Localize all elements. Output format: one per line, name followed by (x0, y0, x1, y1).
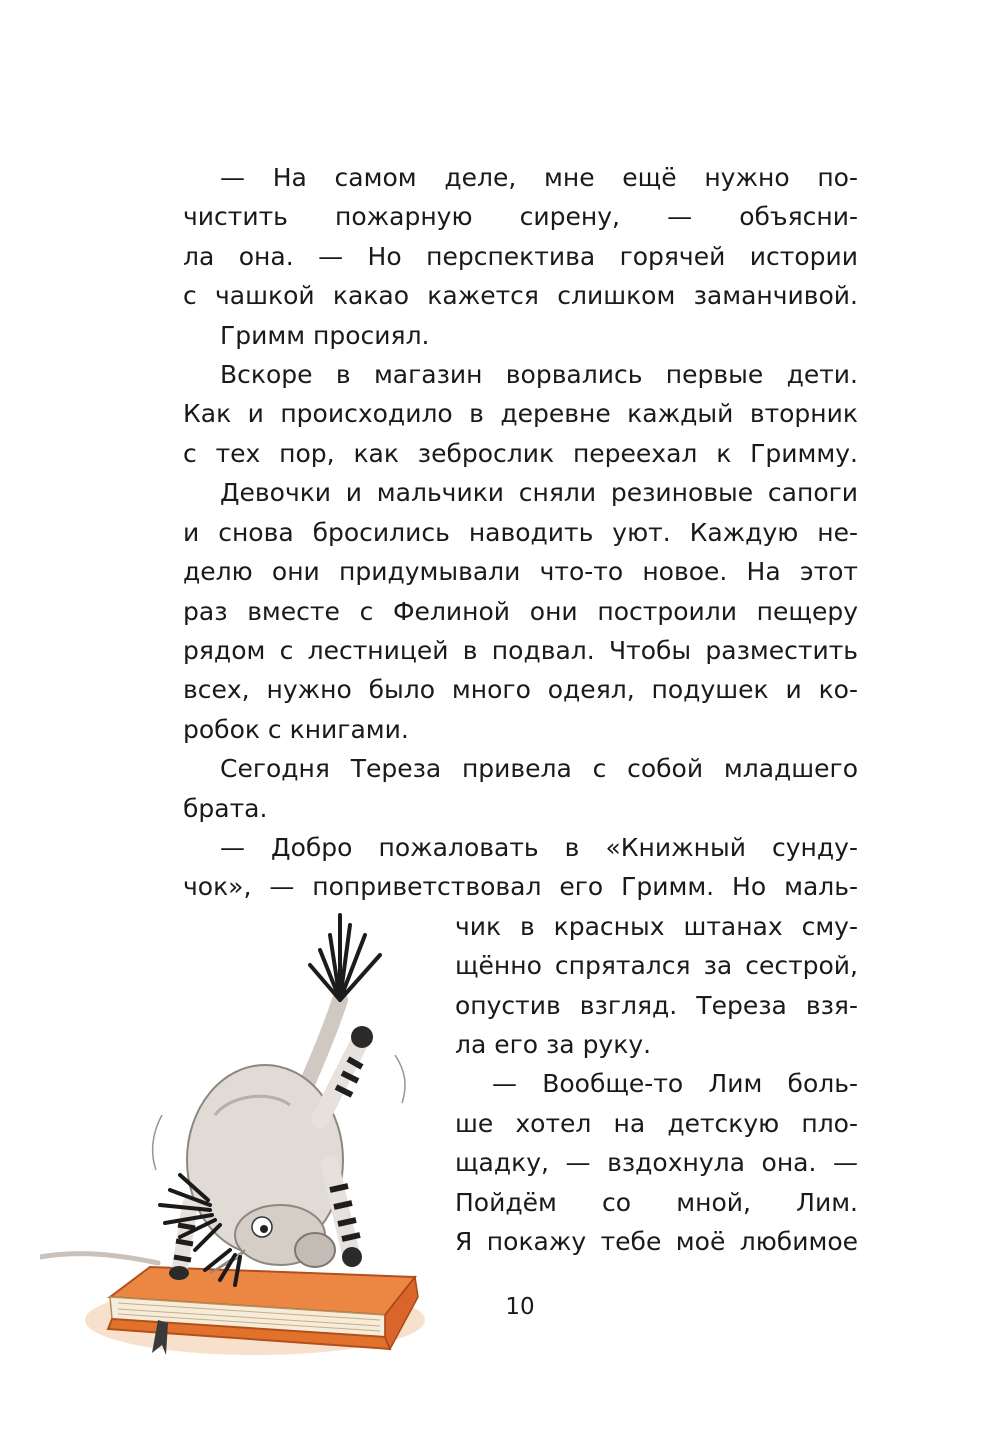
text-line: — Добро пожаловать в «Книжный сунду- (220, 833, 858, 862)
text-line: чок», — поприветствовал его Гримм. Но маль- (183, 872, 858, 901)
text-line: ла его за руку. (455, 1030, 652, 1059)
text-line: с чашкой какао кажется слишком заманчивой. (183, 281, 858, 310)
text-line: с тех пор, как зеброслик переехал к Гримму. (183, 439, 858, 468)
text-line: Вскоре в магазин ворвались первые дети. (220, 360, 858, 389)
text-line: делю они придумывали что-то новое. На этот (183, 557, 858, 586)
text-line: щённо спрятался за сестрой, (455, 951, 858, 980)
page-number: 10 (505, 1294, 535, 1320)
text-line: Девочки и мальчики сняли резиновые сапоги (220, 478, 858, 507)
text-line: щадку, — вздохнула она. — (455, 1148, 858, 1177)
text-line: чистить пожарную сирену, — объясни- (183, 202, 858, 231)
text-line: рядом с лестницей в подвал. Чтобы разместить (183, 636, 858, 665)
text-line: и снова бросились наводить уют. Каждую не- (183, 518, 858, 547)
text-line: брата. (183, 794, 268, 823)
text-line: — Вообще-то Лим боль- (492, 1069, 858, 1098)
text-line: Сегодня Тереза привела с собой младшего (220, 754, 858, 783)
text-line: раз вместе с Фелиной они построили пещеру (183, 597, 858, 626)
text-line: всех, нужно было много одеял, подушек и ко- (183, 675, 858, 704)
zebra-illustration (40, 905, 440, 1375)
text-line: чик в красных штанах сму- (455, 912, 858, 941)
text-line: ла она. — Но перспектива горячей истории (183, 242, 858, 271)
text-line: — На самом деле, мне ещё нужно по- (220, 163, 858, 192)
text-line: Гримм просиял. (220, 321, 430, 350)
text-line: ше хотел на детскую пло- (455, 1109, 858, 1138)
text-line: робок с книгами. (183, 715, 409, 744)
text-line: опустив взгляд. Тереза взя- (455, 991, 858, 1020)
text-line: Как и происходило в деревне каждый вторник (183, 399, 858, 428)
text-line: Я покажу тебе моё любимое (455, 1227, 858, 1256)
text-line: Пойдём со мной, Лим. (455, 1188, 858, 1217)
